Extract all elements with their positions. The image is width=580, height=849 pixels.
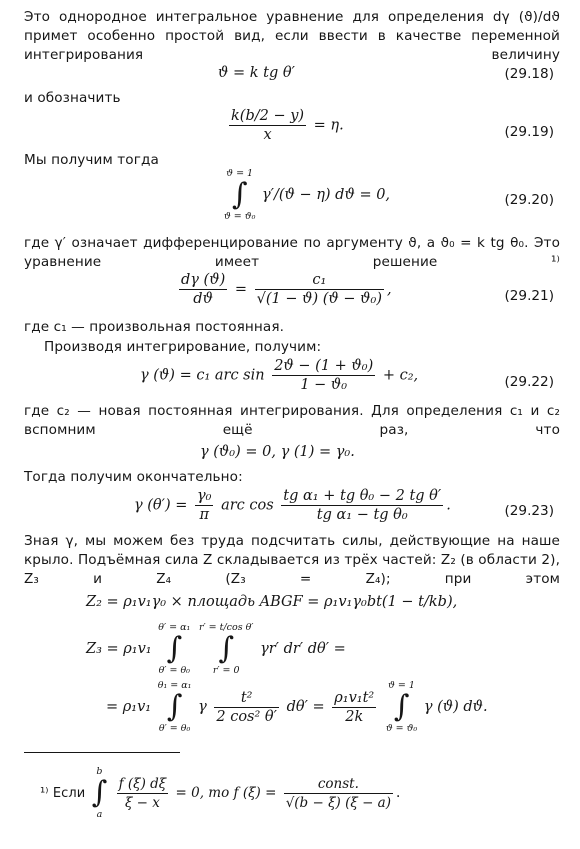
fraction <box>272 358 375 393</box>
integral-upper-limit: ϑ = 1 <box>226 168 254 179</box>
equation-number-29-19: (29.19) <box>504 124 554 140</box>
integral-symbol: ∫ <box>166 631 183 666</box>
numerator: tg α₁ + tg θ₀ − 2 tg θ′ <box>283 488 442 504</box>
integral-upper-limit: r′ = t/cos θ′ <box>198 622 254 633</box>
integral-symbol: ∫ <box>91 775 108 810</box>
integral-upper-limit: θ₁ = α₁ <box>157 680 192 691</box>
z4-gamma: γ <box>198 699 207 715</box>
denominator: 1 − ϑ₀ <box>300 377 348 393</box>
integral-symbol: ∫ <box>166 689 183 724</box>
z4-tail: γ (ϑ) dϑ. <box>423 699 488 715</box>
equation-29-22 <box>140 358 418 393</box>
paragraph-forces: Зная γ, мы можем без труда подсчитать силы, действующие на наше крыло. Подъёмная сила Z складывается из трёх частей: Z₂ (в области 2), Z₃ и Z₄ (Z₃ = Z₄); при этом <box>24 533 560 587</box>
numerator: 2ϑ − (1 + ϑ₀) <box>274 358 374 374</box>
equation-lhs: γ (ϑ) = c₁ arc sin <box>140 367 265 384</box>
equation-number-29-20: (29.20) <box>504 192 554 208</box>
boundary-conditions: γ (ϑ₀) = 0, γ (1) = γ₀. <box>200 444 355 460</box>
fraction <box>229 108 306 143</box>
footnote-middle: = 0, то f (ξ) = <box>175 785 277 801</box>
numerator: const. <box>284 776 393 794</box>
denominator: x <box>263 127 272 143</box>
z4-dtheta: dθ′ = <box>286 699 325 715</box>
integral-lower-limit: ϑ = ϑ₀ <box>385 723 418 734</box>
fraction <box>214 690 279 725</box>
numerator: c₁ <box>255 272 384 290</box>
fraction <box>117 776 169 811</box>
numerator: ρ₁v₁t² <box>334 689 375 706</box>
integral-upper-limit: b <box>96 766 103 777</box>
equation-tail: . <box>446 497 451 514</box>
paragraph-finally: Тогда получим окончательно: <box>24 469 243 485</box>
equation-number-29-23: (29.23) <box>504 503 554 519</box>
z3-integrand: γr′ dr′ dθ′ = <box>260 641 346 657</box>
integral-lower-limit: r′ = 0 <box>212 665 240 676</box>
integral-upper-limit: ϑ = 1 <box>388 680 415 691</box>
denominator: √(1 − ϑ) (ϑ − ϑ₀) <box>256 291 382 307</box>
equation-29-19 <box>226 108 344 143</box>
numerator: γ₀ <box>196 488 212 504</box>
denominator: 2k <box>345 708 364 725</box>
numerator: t² <box>214 690 279 708</box>
footnote-marker: ¹⁾ Если <box>40 785 86 801</box>
equation-rhs: = η. <box>313 117 344 134</box>
denominator: 2 cos² θ′ <box>216 708 277 725</box>
lhs-fraction <box>179 272 227 307</box>
integral-lower-limit: ϑ = ϑ₀ <box>224 211 256 222</box>
equation-z4 <box>106 680 488 734</box>
footnote-rule <box>24 752 180 753</box>
footnote-tail: . <box>396 785 401 801</box>
integral-sign <box>386 680 417 734</box>
coefficient-fraction <box>195 488 213 523</box>
denominator: π <box>199 507 209 523</box>
integral-lower-limit: θ′ = θ₀ <box>158 665 190 676</box>
integral-sign <box>158 680 192 734</box>
result-fraction <box>284 776 393 811</box>
paragraph-then: Мы получим тогда <box>24 152 159 168</box>
denominator: tg α₁ − tg θ₀ <box>316 507 408 523</box>
equation-number-29-21: (29.21) <box>504 288 554 304</box>
integral-upper-limit: θ′ = α₁ <box>158 622 191 633</box>
footnote <box>40 766 400 820</box>
equation-lhs: γ (θ′) = <box>134 497 188 514</box>
integral-lower-limit: θ′ = θ₀ <box>158 723 191 734</box>
denominator: dϑ <box>193 291 213 307</box>
integral-sign <box>92 766 108 820</box>
coefficient-fraction <box>332 690 376 725</box>
numerator: dγ (ϑ) <box>181 272 226 288</box>
equation-number-29-22: (29.22) <box>504 374 554 390</box>
z3-lhs: Z₃ = ρ₁v₁ <box>86 641 152 657</box>
denominator: ξ − x <box>124 794 160 811</box>
paragraph-intro: Это однородное интегральное уравнение для определения dγ (ϑ)/dϑ примет особенно простой вид, если ввести в качестве переменной интегрирования величину <box>24 9 560 63</box>
equation-29-18: ϑ = k tg θ′ <box>218 65 295 81</box>
paragraph-denote: и обозначить <box>24 90 121 106</box>
integral-symbol: ∫ <box>231 177 248 212</box>
equation-29-20 <box>222 168 390 222</box>
denominator: √(b − ξ) (ξ − a) <box>285 794 391 811</box>
integral-symbol: ∫ <box>393 689 410 724</box>
integrand: γ′/(ϑ − η) dϑ = 0, <box>262 187 391 203</box>
equation-29-21: $\frac{d\gamma (ϑ)}{dϑ}$ = $\frac{\text{c₁}}{\text{√(1 − ϑ) (ϑ − ϑ₀)}}$ , <box>181 272 392 307</box>
equation-tail: + c₂, <box>382 367 419 384</box>
equation-z2: Z₂ = ρ₁v₁γ₀ × площадь ABGF = ρ₁v₁γ₀bt(1 − t/kb), <box>86 594 458 610</box>
paragraph-c1: где c₁ — произвольная постоянная. <box>24 319 285 335</box>
integral-sign <box>158 622 190 676</box>
z4-lhs: = ρ₁v₁ <box>106 699 152 715</box>
equation-number-29-18: (29.18) <box>504 66 554 82</box>
integral-symbol: ∫ <box>218 631 235 666</box>
paragraph-c2: где c₂ — новая постоянная интегрирования. Для определения c₁ и c₂ вспомним ещё раз, что <box>24 403 560 438</box>
numerator: f (ξ) dξ <box>118 775 167 792</box>
paragraph-integrating: Производя интегрирование, получим: <box>44 339 322 355</box>
numerator: k(b/2 − y) <box>231 108 305 124</box>
paragraph-where-gamma: где γ′ означает дифференцирование по аргументу ϑ, а ϑ₀ = k tg θ₀. Это уравнение имеет решение ¹⁾ <box>24 235 560 270</box>
equation-29-23 <box>134 488 451 523</box>
integral-sign <box>224 168 255 222</box>
integral-sign <box>199 622 254 676</box>
integral-lower-limit: a <box>96 809 103 820</box>
argument-fraction <box>281 488 443 523</box>
function-name: arc cos <box>221 497 274 514</box>
equation-z3 <box>86 622 346 676</box>
rhs-fraction <box>255 272 384 307</box>
